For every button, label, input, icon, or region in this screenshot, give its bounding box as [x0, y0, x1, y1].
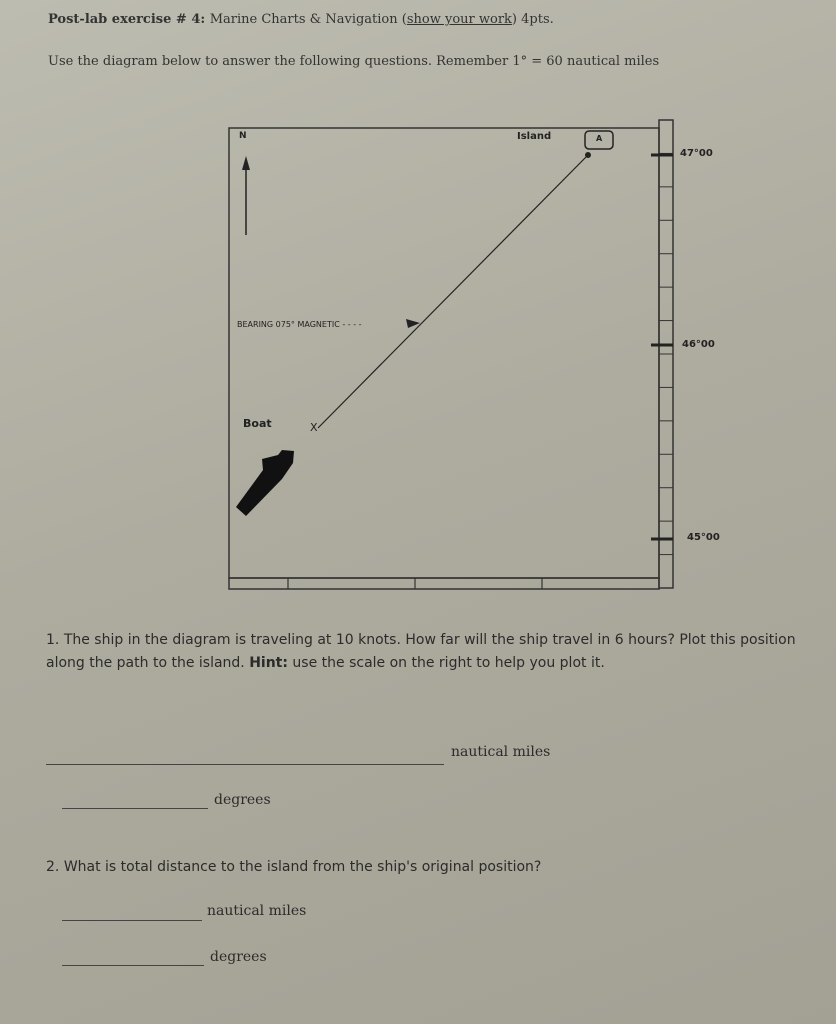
bearing-dashes: - - - - — [342, 320, 362, 329]
course-line — [318, 155, 588, 428]
header-title-bold: Post-lab exercise # 4: — [48, 12, 206, 27]
bottom-scale-bar — [229, 578, 659, 589]
latitude-label-45: 45°00 — [687, 532, 720, 543]
island-point — [585, 152, 591, 158]
latitude-label-47: 47°00 — [680, 148, 713, 159]
show-work-note: show your work — [406, 12, 512, 27]
instructions: Use the diagram below to answer the following questions. Remember 1° = 60 nautical miles — [48, 54, 660, 69]
latitude-label-46: 46°00 — [682, 339, 715, 350]
answer-1-distance-field[interactable] — [46, 764, 444, 765]
island-label: Island — [517, 131, 552, 142]
answer-2-degrees-field[interactable] — [62, 965, 204, 966]
answer-1-distance-unit: nautical miles — [451, 744, 551, 760]
north-label: N — [239, 131, 247, 141]
bearing-label — [237, 320, 362, 329]
answer-1-degrees-unit: degrees — [214, 792, 271, 808]
question-2-text: What is total distance to the island from the ship's original position? — [63, 859, 542, 875]
answer-2-distance-unit: nautical miles — [207, 903, 307, 919]
bearing-text: BEARING 075° MAGNETIC — [237, 320, 340, 329]
boat-label: Boat — [243, 417, 272, 430]
question-1-hint: use the scale on the right to help you plot it. — [287, 655, 605, 671]
question-1 — [46, 629, 832, 675]
latitude-scale-ticks — [659, 153, 673, 554]
boat-icon — [236, 450, 294, 516]
start-mark: X — [310, 421, 318, 434]
answer-2-degrees-unit: degrees — [210, 949, 267, 965]
question-2-number: 2. — [46, 859, 60, 875]
header-points: ) 4pts. — [511, 12, 554, 27]
header-title: Marine Charts & Navigation ( — [209, 12, 407, 27]
answer-2-distance-field[interactable] — [62, 920, 202, 921]
question-1-text: The ship in the diagram is traveling at 10 knots. How far will the ship travel in 6 hours? Plot this position along the path to the island. — [46, 632, 796, 671]
chart-frame — [229, 128, 659, 578]
question-1-number: 1. — [46, 632, 60, 648]
question-1-hint-label: Hint: — [249, 655, 288, 671]
question-2 — [46, 856, 806, 879]
north-arrow-icon — [242, 156, 250, 170]
answer-1-degrees-field[interactable] — [62, 808, 208, 809]
marker-label: A — [596, 134, 603, 143]
